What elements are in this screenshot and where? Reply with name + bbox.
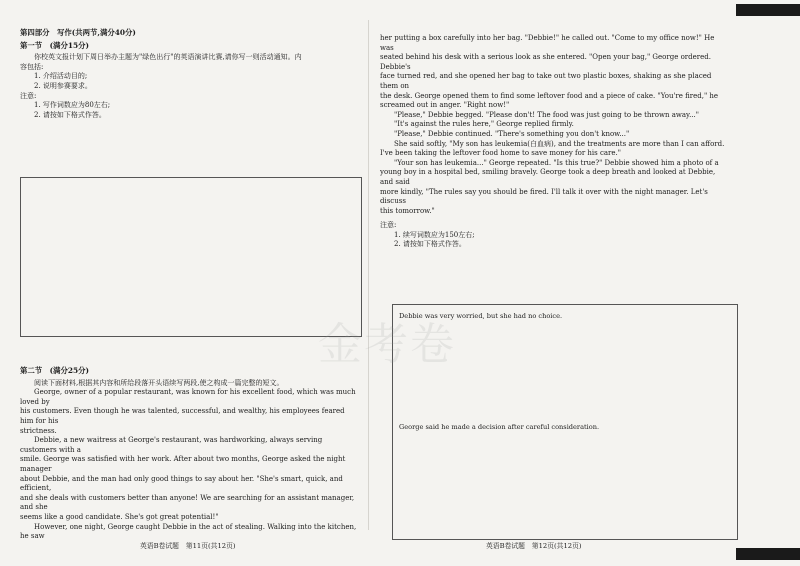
story-line: However, one night, George caught Debbie in the act of stealing. Walking into the kitchen, he saw (20, 522, 357, 541)
story-line: the desk. George opened them to find some leftover food and a piece of cake. "You're fired," he (380, 91, 719, 100)
story-line: about Debbie, and the man had only good things to say about her. "She's smart, quick, and efficient, (20, 474, 343, 493)
story-line: George, owner of a popular restaurant, was known for his excellent food, which was much loved by (20, 388, 356, 406)
answer-box-section1[interactable] (20, 177, 362, 337)
section1-item: 1. 介绍活动目的; (34, 72, 88, 81)
story-line: seems like a good candidate. She's got great potential!" (20, 512, 219, 521)
section1-title: 第一节 (满分15分) (20, 40, 90, 50)
story-line: "Please," Debbie begged. "Please don't! The food was just going to be thrown away..." (394, 110, 699, 119)
right-page (380, 34, 728, 250)
footer-page-12: 英语B卷试题 第12页(共12页) (486, 542, 582, 550)
story-line: young boy in a hospital bed, smiling bravely. George took a deep breath and looked at Debbie, and said (380, 168, 716, 186)
story-line: his customers. Even though he was talented, successful, and wealthy, his employees feared him for his (20, 407, 345, 425)
paragraph1-opening: Debbie was very worried, but she had no choice. (399, 312, 563, 320)
section1-prompt-cont: 容包括: (20, 62, 44, 71)
story-line: "Your son has leukemia..." George repeated. "Is this true?" Debbie showed him a photo of a (394, 158, 719, 167)
corner-bar-top (736, 4, 800, 16)
section2-title: 第二节 (满分25分) (20, 366, 90, 375)
watermark-logo: 金考卷 (318, 319, 456, 370)
story-line: face turned red, and she opened her bag to take out two plastic boxes, shaking as she placed them on (380, 72, 712, 90)
section1-item: 2. 说明参赛要求。 (34, 81, 92, 90)
story-line: her putting a box carefully into her bag. "Debbie!" he called out. "Come to my office now!" He was (380, 34, 715, 52)
corner-bar-bottom (736, 548, 800, 560)
page-divider (368, 20, 369, 530)
story-line: this tomorrow." (380, 206, 435, 215)
story-line: Debbie, a new waitress at George's restaurant, was hardworking, always serving customers with a (20, 436, 323, 454)
story-line: seated behind his desk with a serious look as she entered. "Open your bag," George ordered. Debbie's (380, 53, 711, 71)
story-line: smile. George was satisfied with her work. After about two months, George asked the night manager (20, 455, 346, 473)
story-line: I've been taking the leftover food home to save money for his care." (380, 149, 621, 158)
story-line: "Please," Debbie continued. "There's something you don't know..." (394, 129, 630, 138)
section1-prompt: 你校英文报计划下周日举办主题为"绿色出行"的英语演讲比赛,请你写一则活动通知。内 (34, 53, 302, 62)
footer-page-11: 英语B卷试题 第11页(共12页) (140, 542, 236, 550)
section2-note: 注意: (380, 221, 397, 230)
section1-note-item: 1. 写作词数应为80左右; (34, 101, 111, 110)
section2-prompt: 阅读下面材料,根据其内容和所给段落开头语续写两段,使之构成一篇完整的短文。 (34, 378, 284, 387)
story-line: She said softly, "My son has leukemia(白血病), and the treatments are more than I can afford. (394, 139, 725, 148)
section1-note: 注意: (20, 91, 37, 100)
story-line: "It's against the rules here," George replied firmly. (394, 120, 574, 129)
part-title: 第四部分 写作(共两节,满分40分) (20, 28, 136, 37)
section2-note-item: 1. 续写词数应为150左右; (394, 230, 475, 239)
paragraph2-opening: George said he made a decision after careful consideration. (399, 423, 600, 431)
left-page-section2 (20, 366, 360, 542)
story-line: screamed out in anger. "Right now!" (380, 101, 510, 110)
section1-note-item: 2. 请按如下格式作答。 (34, 110, 106, 119)
story-line: and she deals with customers better than anyone! We are searching for an assistant manager, and she (20, 493, 355, 512)
story-line: more kindly, "The rules say you should be fired. I'll talk it over with the night manager. Let's discuss (380, 187, 708, 206)
left-page (20, 28, 360, 120)
section2-note-item: 2. 请按如下格式作答。 (394, 240, 466, 249)
story-line: strictness. (20, 426, 57, 435)
